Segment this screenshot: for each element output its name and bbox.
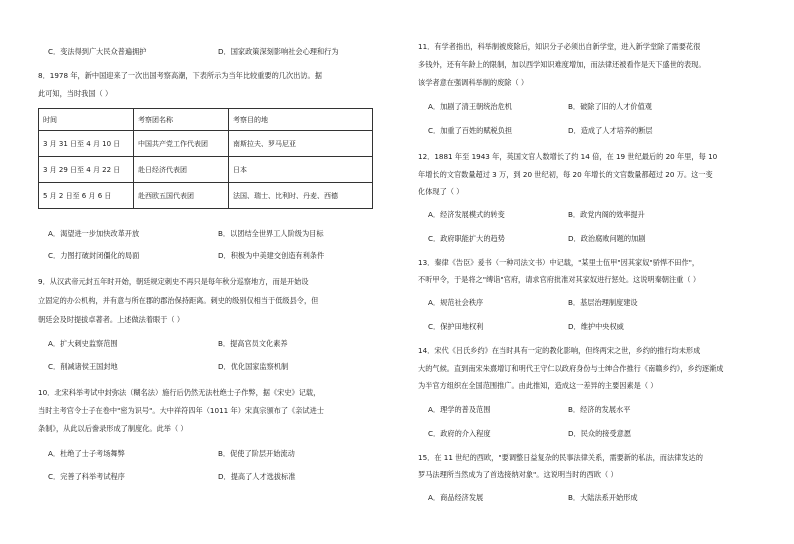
q9-stem-line-3: 朝廷会及时提拔卓著者。上述做法着眼于（ ） [38, 315, 185, 324]
table-row [39, 183, 373, 209]
q10-stem-line-1: 10．北宋科举考试中封弥法（糊名法）施行后仍然无法杜绝士子作弊，据《宋史》记载， [38, 388, 321, 397]
q8-stem-line-1: 8．1978 年，新中国迎来了一次出国考察高潮，下表所示为当年比较重要的几次出访。据 [38, 71, 322, 80]
q13-option-a[interactable]: A．规范社会秩序 [428, 298, 484, 307]
q7-option-d[interactable]: D．国家政策深刻影响社会心理和行为 [218, 47, 339, 56]
q10-option-c[interactable]: C．完善了科举考试程序 [48, 472, 125, 481]
q10-option-a[interactable]: A．杜绝了士子考场舞弊 [48, 449, 125, 458]
q14-option-a[interactable]: A．理学的普及范围 [428, 405, 491, 414]
q13-stem-line-1: 13．秦律《告臣》爰书（一种司法文书）中记载，"某里士伍甲"因其家奴"骄悍不田作"， [418, 258, 700, 267]
q15-option-a[interactable]: A．商品经济发展 [428, 493, 484, 502]
table-cell: 赴西欧五国代表团 [134, 183, 229, 209]
table-cell: 3 月 29 日至 4 月 22 日 [39, 157, 134, 183]
q8-option-d[interactable]: D．积极为中美建交创造有利条件 [218, 251, 325, 260]
q8-option-b[interactable]: B．以团结全世界工人阶级为目标 [218, 229, 324, 238]
q11-option-a[interactable]: A．加剧了清王朝统治危机 [428, 102, 512, 111]
q12-stem-line-2: 年增长的文官数量超过 3 万，到 20 世纪初，每 20 年增长的文官数量都超过 20 万。这一变 [418, 170, 713, 179]
q14-option-c[interactable]: C．政府的介入程度 [428, 429, 491, 438]
table-header-row [39, 109, 373, 131]
q14-stem-line-3: 为半官方组织在全国范围推广。由此推知，造成这一差异的主要因素是（ ） [418, 381, 658, 390]
q12-option-b[interactable]: B．政党内阁的效率提升 [568, 210, 645, 219]
table-cell: 3 月 31 日至 4 月 10 日 [39, 131, 134, 157]
q9-stem-line-1: 9．从汉武帝元封五年时开始，朝廷规定刺史不再只是每年秋分巡察地方，而是开始设 [38, 277, 309, 286]
q11-stem-line-2: 多钱外，还有年龄上的限制，加以西学知识难度增加，而法律还被看作是天下盛世的表现。 [418, 60, 706, 69]
q11-option-c[interactable]: C．加重了百姓的赋税负担 [428, 126, 513, 135]
q14-stem-line-2: 大的气候。直到南宋朱熹增订和明代王守仁以政府身份与士绅合作推行《南赣乡约》，乡约逐渐成 [418, 364, 724, 373]
q12-stem-line-1: 12．1881 年至 1943 年，英国文官人数增长了约 14 倍，在 19 世纪最后的 20 年里，每 10 [418, 152, 718, 161]
q11-stem-line-3: 该学者意在强调科举制的废除（ ） [418, 78, 529, 87]
q12-stem-line-3: 化体现了（ ） [418, 187, 464, 196]
q13-option-c[interactable]: C．保护田地权利 [428, 322, 484, 331]
q13-stem-line-2: 不听甲令，于是将之"缚诣"官府，请求官府批准对其家奴进行惩处。这说明秦朝注重（ ） [418, 275, 701, 284]
q14-option-d[interactable]: D．民众的接受意愿 [568, 429, 632, 438]
table-cell: 中国共产党工作代表团 [134, 131, 229, 157]
q8-option-c[interactable]: C．力图打破封闭僵化的局面 [48, 251, 140, 260]
q14-option-b[interactable]: B．经济的发展水平 [568, 405, 631, 414]
q9-stem-line-2: 立固定的办公机构，并有意与所在郡的郡治保持距离。刺史的级别仅相当于低级县令，但 [38, 296, 319, 305]
table-header-cell: 考察团名称 [134, 109, 229, 131]
q15-option-b[interactable]: B．大陆法系开始形成 [568, 493, 638, 502]
q9-option-a[interactable]: A．扩大刺史监察范围 [48, 339, 118, 348]
q8-option-a[interactable]: A．渴望进一步加快改革开放 [48, 229, 140, 238]
q14-stem-line-1: 14．宋代《吕氏乡约》在当时具有一定的教化影响，但终两宋之世，乡约的推行均未形成 [418, 346, 701, 355]
q10-option-b[interactable]: B．促使了阶层开始流动 [218, 449, 295, 458]
q12-option-d[interactable]: D．政治腐败问题的加剧 [568, 234, 646, 243]
q13-option-d[interactable]: D．维护中央权威 [568, 322, 624, 331]
q12-option-a[interactable]: A．经济发展模式的转变 [428, 210, 505, 219]
q10-option-d[interactable]: D．提高了人才选拔标准 [218, 472, 296, 481]
q10-stem-line-3: 条制》，从此以后誊录形成了制度化。此举（ ） [38, 424, 188, 433]
q12-option-c[interactable]: C．政府职能扩大的趋势 [428, 234, 505, 243]
q15-stem-line-2: 罗马法理所当然成为了首选接纳对象"。这说明当时的西欧（ ） [418, 470, 618, 479]
q9-option-c[interactable]: C．削减诸侯王国封地 [48, 362, 118, 371]
q10-stem-line-2: 当时主考官令士子在卷中"密为识号"。大中祥符四年（1011 年）宋真宗颁布了《亲试进士 [38, 406, 324, 415]
table-cell: 日本 [229, 157, 373, 183]
table-header-cell: 考察目的地 [229, 109, 373, 131]
table-cell: 5 月 2 日至 6 月 6 日 [39, 183, 134, 209]
table-header-cell: 时间 [39, 109, 134, 131]
q8-stem-line-2: 此可知，当时我国（ ） [38, 89, 113, 98]
q15-stem-line-1: 15．在 11 世纪的西欧，"要调整日益复杂的民事法律关系，需要新的私法，而法律发达的 [418, 453, 703, 462]
q8-table [38, 108, 373, 209]
q9-option-d[interactable]: D．优化国家监察机制 [218, 362, 289, 371]
q11-stem-line-1: 11．有学者指出，科举制被废除后，知识分子必须出自新学堂，进入新学堂除了需要花很 [418, 42, 701, 51]
table-row [39, 131, 373, 157]
table-cell: 赴日经济代表团 [134, 157, 229, 183]
q9-option-b[interactable]: B．提高官员文化素养 [218, 339, 288, 348]
q13-option-b[interactable]: B．基层治理制度建设 [568, 298, 638, 307]
table-row [39, 157, 373, 183]
q7-option-c[interactable]: C．变法得到广大民众普遍拥护 [48, 47, 147, 56]
table-cell: 南斯拉夫、罗马尼亚 [229, 131, 373, 157]
table-cell: 法国、瑞士、比利时、丹麦、西德 [229, 183, 373, 209]
q11-option-b[interactable]: B．破除了旧的人才价值观 [568, 102, 652, 111]
q11-option-d[interactable]: D．造成了人才培养的断层 [568, 126, 653, 135]
